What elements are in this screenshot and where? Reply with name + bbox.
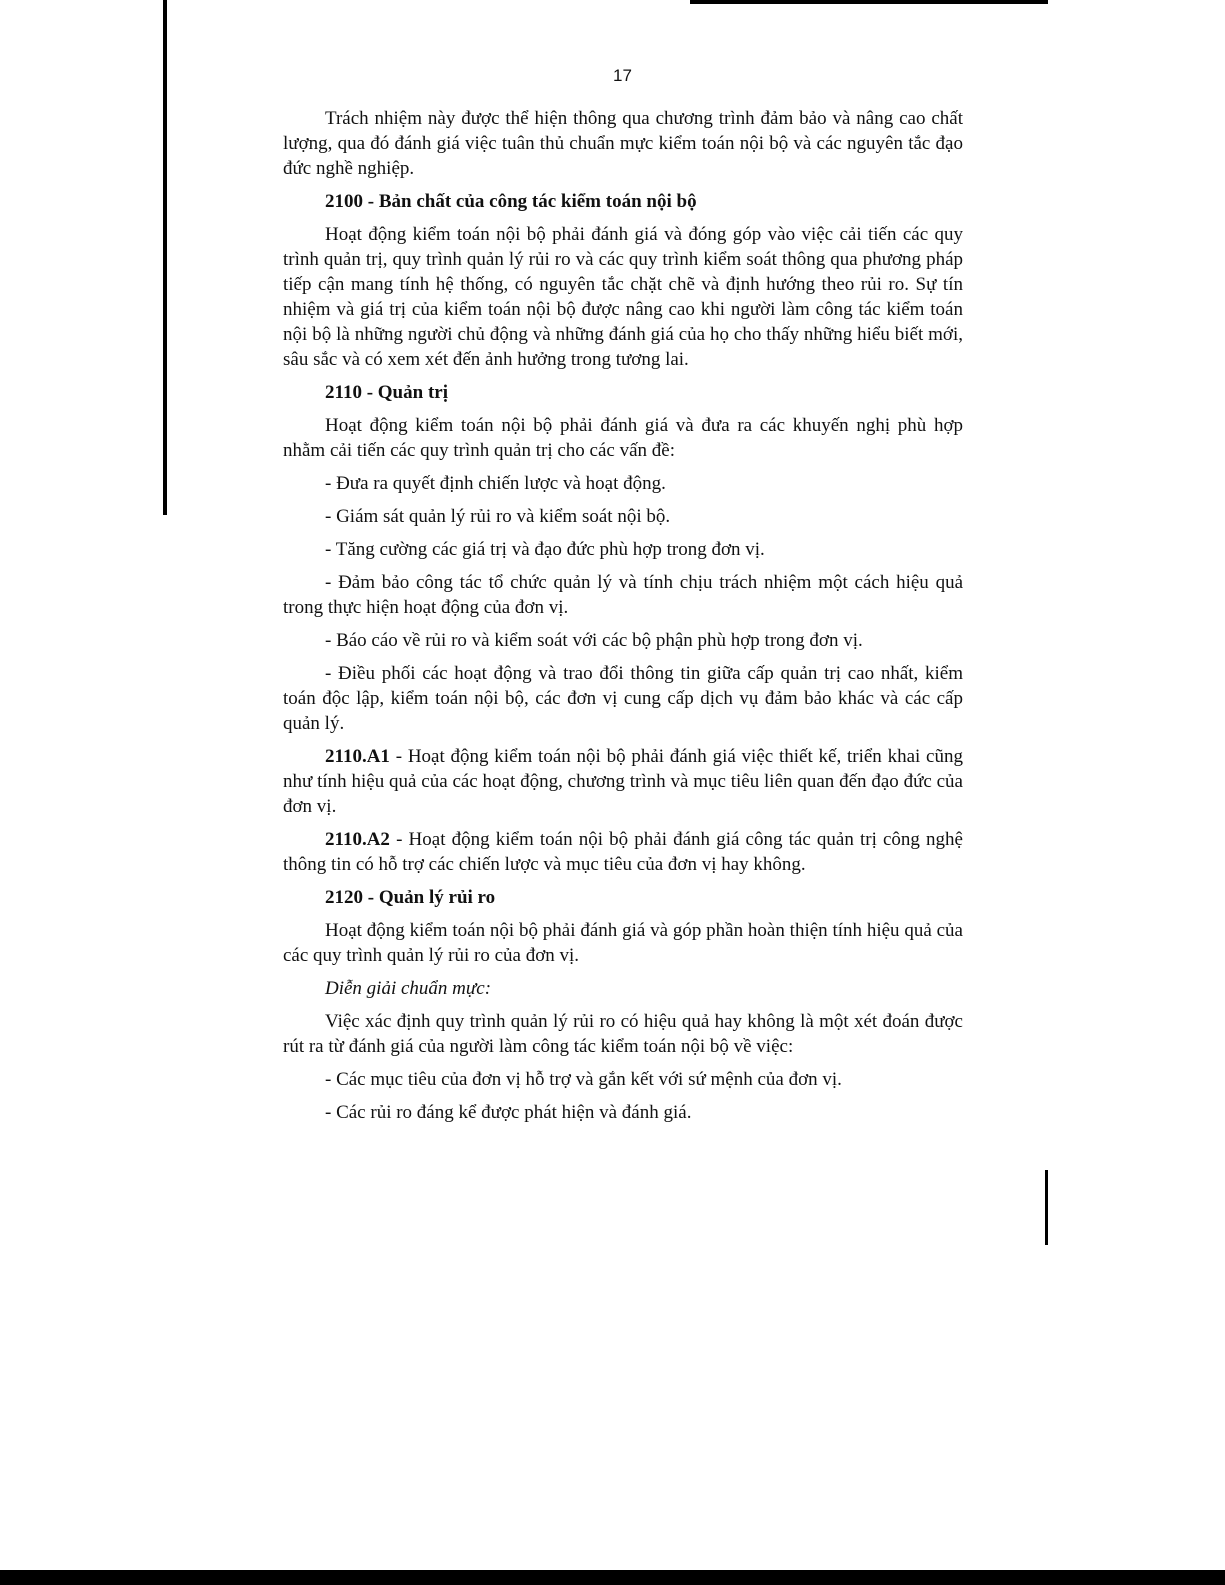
heading-2120: 2120 - Quản lý rủi ro xyxy=(325,887,496,908)
scan-border-top xyxy=(690,0,1048,4)
list-item: - Các mục tiêu của đơn vị hỗ trợ và gắn kết với sứ mệnh của đơn vị. xyxy=(325,1069,842,1090)
clause-text-2110-a1: - Hoạt động kiểm toán nội bộ phải đánh giá việc thiết kế, triển khai cũng như tính hiệu quả của các hoạt động, chương trình và mục tiêu liên quan đến đạo đức của đơn vị. xyxy=(283,746,963,817)
list-item: - Đưa ra quyết định chiến lược và hoạt động. xyxy=(325,473,666,494)
paragraph-responsibility: Trách nhiệm này được thể hiện thông qua chương trình đảm bảo và nâng cao chất lượng, qua đó đánh giá việc tuân thủ chuẩn mực kiểm toán nội bộ và các nguyên tắc đạo đức nghề nghiệp. xyxy=(283,108,963,179)
paragraph-2120: Hoạt động kiểm toán nội bộ phải đánh giá và góp phần hoàn thiện tính hiệu quả của các quy trình quản lý rủi ro của đơn vị. xyxy=(283,920,963,966)
list-item: - Điều phối các hoạt động và trao đổi thông tin giữa cấp quản trị cao nhất, kiểm toán độc lập, kiểm toán nội bộ, các đơn vị cung cấp dịch vụ đảm bảo khác và các cấp quản lý. xyxy=(283,663,963,734)
paragraph-interpretation: Việc xác định quy trình quản lý rủi ro có hiệu quả hay không là một xét đoán được rút ra từ đánh giá của người làm công tác kiểm toán nội bộ về việc: xyxy=(283,1011,963,1057)
scan-border-right xyxy=(1045,1170,1048,1245)
clause-label-2110-a1: 2110.A1 xyxy=(325,746,390,767)
heading-2110: 2110 - Quản trị xyxy=(325,382,448,403)
paragraph-2110-a1 xyxy=(283,744,963,819)
list-item: - Đảm bảo công tác tổ chức quản lý và tính chịu trách nhiệm một cách hiệu quả trong thực hiện hoạt động của đơn vị. xyxy=(283,572,963,618)
paragraph-2100: Hoạt động kiểm toán nội bộ phải đánh giá và đóng góp vào việc cải tiến các quy trình quản trị, quy trình quản lý rủi ro và các quy trình kiểm soát thông qua phương pháp tiếp cận mang tính hệ thống, có nguyên tắc chặt chẽ và định hướng theo rủi ro. Sự tín nhiệm và giá trị của kiểm toán nội bộ được nâng cao khi người làm công tác kiểm toán nội bộ là những người chủ động và những đánh giá của họ cho thấy những hiểu biết mới, sâu sắc và có xem xét đến ảnh hưởng trong tương lai. xyxy=(283,224,963,370)
scan-border-bottom xyxy=(0,1570,1225,1585)
page-body xyxy=(283,106,963,1133)
paragraph-2110: Hoạt động kiểm toán nội bộ phải đánh giá và đưa ra các khuyến nghị phù hợp nhằm cải tiến các quy trình quản trị cho các vấn đề: xyxy=(283,415,963,461)
list-item: - Giám sát quản lý rủi ro và kiểm soát nội bộ. xyxy=(325,506,671,527)
list-item: - Tăng cường các giá trị và đạo đức phù hợp trong đơn vị. xyxy=(325,539,765,560)
paragraph-2110-a2 xyxy=(283,827,963,877)
heading-2100: 2100 - Bản chất của công tác kiểm toán nội bộ xyxy=(325,191,697,212)
clause-text-2110-a2: - Hoạt động kiểm toán nội bộ phải đánh giá công tác quản trị công nghệ thông tin có hỗ trợ các chiến lược và mục tiêu của đơn vị hay không. xyxy=(283,829,963,875)
list-item: - Báo cáo về rủi ro và kiểm soát với các bộ phận phù hợp trong đơn vị. xyxy=(325,630,863,651)
interpretation-label: Diễn giải chuẩn mực: xyxy=(325,978,492,999)
page-number: 17 xyxy=(613,66,632,85)
clause-label-2110-a2: 2110.A2 xyxy=(325,829,390,850)
list-item: - Các rủi ro đáng kể được phát hiện và đánh giá. xyxy=(325,1102,692,1123)
